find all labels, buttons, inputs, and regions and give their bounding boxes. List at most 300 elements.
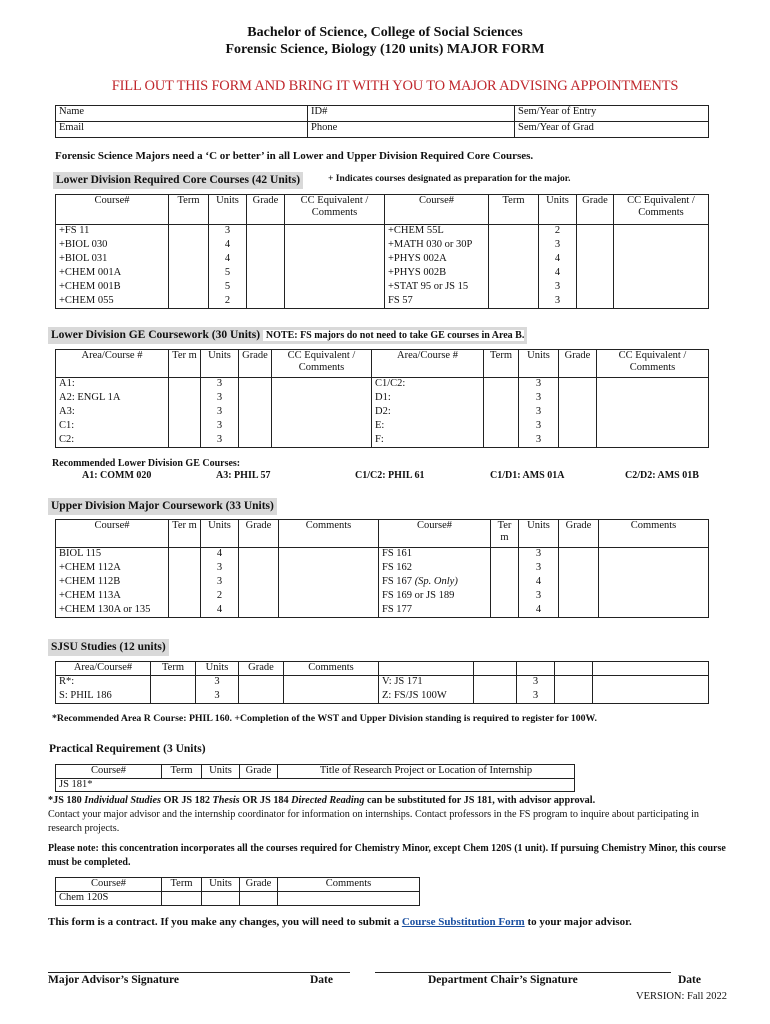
- core-left-units: 3: [209, 225, 247, 239]
- upper-right-course: [379, 562, 491, 576]
- upper-left-course: [56, 590, 169, 604]
- core-right-grade[interactable]: [577, 281, 614, 295]
- core-right-term[interactable]: [489, 239, 539, 253]
- upper-right-units: 3: [519, 562, 559, 576]
- chair-date-label: Date: [678, 974, 701, 986]
- upper-course-text: BIOL 115: [59, 548, 102, 559]
- upper-hdr-course: Course#: [56, 520, 169, 548]
- upper-right-term[interactable]: [491, 604, 519, 618]
- upper-left-comments[interactable]: [279, 562, 379, 576]
- ge-course-text: D1:: [375, 391, 391, 403]
- ge-left-course: [56, 420, 169, 434]
- upper-right-grade[interactable]: [559, 604, 599, 618]
- sjsu-right-course: [379, 676, 474, 690]
- core-right-course: [385, 225, 489, 239]
- upper-right-term[interactable]: [491, 562, 519, 576]
- upper-right-course: [379, 590, 491, 604]
- core-left-term[interactable]: [169, 295, 209, 309]
- practical-hdr-title: Title of Research Project or Location of Internship: [278, 765, 575, 779]
- ge-right-comments[interactable]: [597, 434, 709, 448]
- ge-left-course: [56, 378, 169, 392]
- upper-right-grade[interactable]: [559, 548, 599, 562]
- upper-right-term[interactable]: [491, 590, 519, 604]
- sjsu-hdr-right-grade: [555, 662, 593, 676]
- core-right-comments[interactable]: [614, 295, 709, 309]
- practical-hdr-grade: Grade: [240, 765, 278, 779]
- core-left-comments[interactable]: [285, 253, 385, 267]
- upper-course-note: (Sp. Only): [414, 575, 458, 587]
- advisor-signature-line[interactable]: [48, 972, 350, 973]
- chem-minor-note: Please note: this concentration incorporates all the courses required for Chemistry Minor, except Chem 120S (1 unit). If pursuing Chemistry Minor, this course must be completed.: [48, 843, 726, 868]
- ge-right-comments[interactable]: [597, 392, 709, 406]
- sjsu-heading: SJSU Studies (12 units): [48, 639, 169, 656]
- student-info-table: [55, 105, 709, 138]
- chem-hdr-course: Course#: [56, 878, 162, 892]
- upper-hdr-term: Ter m: [169, 520, 201, 548]
- ge-left-grade[interactable]: [239, 420, 272, 434]
- core-left-term[interactable]: [169, 253, 209, 267]
- upper-right-grade[interactable]: [559, 576, 599, 590]
- ge-right-term[interactable]: [484, 392, 519, 406]
- core-left-course: [56, 281, 169, 295]
- note-post: can be substituted for JS 181, with advisor approval.: [364, 795, 596, 806]
- core-right-grade[interactable]: [577, 225, 614, 239]
- core-left-course: [56, 225, 169, 239]
- upper-course-text: +CHEM 112A: [59, 561, 121, 573]
- upper-hdr-comments: Comments: [279, 520, 379, 548]
- upper-right-comments[interactable]: [599, 548, 709, 562]
- core-hdr-course: Course#: [56, 195, 169, 225]
- instruction-banner: FILL OUT THIS FORM AND BRING IT WITH YOU TO MAJOR ADVISING APPOINTMENTS: [111, 78, 679, 94]
- ge-course-text: D2:: [375, 405, 391, 417]
- sjsu-hdr-right-comments: [593, 662, 709, 676]
- upper-left-grade[interactable]: [239, 604, 279, 618]
- note-directed-reading: Directed Reading: [291, 795, 365, 806]
- chem-hdr-grade: Grade: [240, 878, 278, 892]
- id-field[interactable]: ID#: [308, 106, 515, 122]
- chem-row-term[interactable]: [162, 892, 202, 906]
- upper-right-comments[interactable]: [599, 576, 709, 590]
- internship-contact-text: Contact your major advisor and the internship coordinator for information on internships. Contact professors in the FS program to inquire about participating in research projects.: [48, 809, 700, 834]
- sjsu-right-grade[interactable]: [555, 690, 593, 704]
- upper-left-term[interactable]: [169, 604, 201, 618]
- sjsu-hdr-units: Units: [196, 662, 239, 676]
- ge-left-grade[interactable]: [239, 434, 272, 448]
- upper-left-term[interactable]: [169, 576, 201, 590]
- rec-ge-c1d1: C1/D1: AMS 01A: [490, 470, 565, 481]
- form-title-line1: Bachelor of Science, College of Social Sciences: [247, 25, 523, 40]
- core-left-course: [56, 253, 169, 267]
- core-left-term[interactable]: [169, 239, 209, 253]
- majors-note: Forensic Science Majors need a ‘C or better’ in all Lower and Upper Division Required Core Courses.: [55, 150, 534, 162]
- ge-left-term[interactable]: [169, 378, 201, 392]
- ge-hdr-comments: CC Equivalent / Comments: [272, 350, 372, 378]
- upper-left-units: 4: [201, 548, 239, 562]
- sjsu-course-text: R*:: [59, 676, 75, 687]
- upper-hdr-right-comments: Comments: [599, 520, 709, 548]
- upper-left-grade[interactable]: [239, 548, 279, 562]
- ge-course-text: A1:: [59, 378, 75, 389]
- ge-right-term[interactable]: [484, 378, 519, 392]
- core-right-comments[interactable]: [614, 225, 709, 239]
- core-left-units: 2: [209, 295, 247, 309]
- chair-signature-line[interactable]: [375, 972, 671, 973]
- rec-ge-a1: A1: COMM 020: [82, 470, 152, 481]
- lower-ge-note: NOTE: FS majors do not need to take GE courses in Area B.: [263, 330, 524, 341]
- core-left-units: 5: [209, 281, 247, 295]
- ge-left-comments[interactable]: [272, 420, 372, 434]
- ge-right-comments[interactable]: [597, 420, 709, 434]
- core-hdr-comments: CC Equivalent / Comments: [285, 195, 385, 225]
- ge-hdr-course: Area/Course #: [56, 350, 169, 378]
- upper-course-text: FS 169 or JS 189: [382, 589, 455, 601]
- lower-core-table: [55, 194, 709, 309]
- sjsu-right-course: [379, 690, 474, 704]
- upper-hdr-right-term: Ter m: [491, 520, 519, 548]
- upper-right-comments[interactable]: [599, 562, 709, 576]
- upper-left-comments[interactable]: [279, 576, 379, 590]
- chem-row-course: Chem 120S: [56, 892, 162, 906]
- ge-hdr-right-units: Units: [519, 350, 559, 378]
- sjsu-hdr-grade: Grade: [239, 662, 284, 676]
- ge-right-units: 3: [519, 378, 559, 392]
- practical-substitution-note: [48, 795, 595, 806]
- ge-left-course: [56, 392, 169, 406]
- core-right-term[interactable]: [489, 225, 539, 239]
- upper-course-text: FS 162: [382, 561, 413, 573]
- core-left-units: 4: [209, 253, 247, 267]
- upper-right-units: 3: [519, 548, 559, 562]
- core-course-text: +PHYS 002B: [388, 266, 447, 278]
- core-right-units: 3: [539, 295, 577, 309]
- chem-minor-table: [55, 877, 420, 906]
- rec-ge-a3: A3: PHIL 57: [216, 470, 271, 481]
- sjsu-left-units: 3: [196, 676, 239, 690]
- ge-right-grade[interactable]: [559, 378, 597, 392]
- core-hdr-right-comments: CC Equivalent / Comments: [614, 195, 709, 225]
- lower-core-heading: Lower Division Required Core Courses (42 Units): [53, 172, 303, 189]
- ge-left-term[interactable]: [169, 392, 201, 406]
- ge-left-term[interactable]: [169, 420, 201, 434]
- ge-left-course: [56, 406, 169, 420]
- upper-hdr-units: Units: [201, 520, 239, 548]
- core-right-term[interactable]: [489, 267, 539, 281]
- core-right-units: 4: [539, 253, 577, 267]
- note-mid2: OR JS 184: [239, 795, 292, 806]
- advisor-date-label: Date: [310, 974, 333, 986]
- core-right-grade[interactable]: [577, 253, 614, 267]
- note-mid1: OR JS 182: [160, 795, 213, 806]
- core-right-course: [385, 267, 489, 281]
- upper-left-term[interactable]: [169, 590, 201, 604]
- ge-course-text: C1/C2:: [375, 378, 406, 389]
- phone-field[interactable]: Phone: [308, 122, 515, 138]
- ge-right-units: 3: [519, 434, 559, 448]
- rec-ge-c2d2: C2/D2: AMS 01B: [625, 470, 699, 481]
- core-left-term[interactable]: [169, 267, 209, 281]
- practical-heading: Practical Requirement (3 Units): [46, 741, 209, 758]
- core-left-term[interactable]: [169, 225, 209, 239]
- ge-course-text: C1:: [59, 419, 75, 431]
- core-left-comments[interactable]: [285, 239, 385, 253]
- upper-left-grade[interactable]: [239, 576, 279, 590]
- ge-right-units: 3: [519, 406, 559, 420]
- ge-right-term[interactable]: [484, 420, 519, 434]
- core-left-comments[interactable]: [285, 267, 385, 281]
- core-right-comments[interactable]: [614, 281, 709, 295]
- ge-course-text: E:: [375, 419, 385, 431]
- core-left-grade[interactable]: [247, 239, 285, 253]
- sjsu-right-units: 3: [517, 690, 555, 704]
- core-right-course: [385, 295, 489, 309]
- core-left-comments[interactable]: [285, 281, 385, 295]
- practical-row-fill[interactable]: [162, 779, 575, 792]
- core-right-term[interactable]: [489, 281, 539, 295]
- contract-statement: [48, 916, 632, 928]
- core-course-text: +BIOL 030: [59, 238, 108, 250]
- core-right-units: 3: [539, 281, 577, 295]
- core-hdr-units: Units: [209, 195, 247, 225]
- name-field[interactable]: Name: [56, 106, 308, 122]
- core-left-grade[interactable]: [247, 253, 285, 267]
- core-left-term[interactable]: [169, 281, 209, 295]
- upper-left-term[interactable]: [169, 562, 201, 576]
- ge-right-course: [372, 392, 484, 406]
- upper-left-units: 3: [201, 562, 239, 576]
- core-right-comments[interactable]: [614, 267, 709, 281]
- ge-hdr-units: Units: [201, 350, 239, 378]
- note-thesis: Thesis: [212, 795, 240, 806]
- upper-course-text: +CHEM 112B: [59, 575, 121, 587]
- core-hdr-right-units: Units: [539, 195, 577, 225]
- chem-row-units[interactable]: [202, 892, 240, 906]
- upper-left-comments[interactable]: [279, 590, 379, 604]
- sjsu-left-course: [56, 690, 151, 704]
- note-pre: *JS 180: [48, 795, 85, 806]
- contract-post: to your major advisor.: [524, 916, 632, 928]
- core-course-text: +CHEM 001B: [59, 280, 121, 292]
- upper-right-units: 4: [519, 576, 559, 590]
- ge-left-course: [56, 434, 169, 448]
- course-substitution-form-link[interactable]: Course Substitution Form: [401, 916, 525, 928]
- upper-left-comments[interactable]: [279, 604, 379, 618]
- upper-left-course: [56, 562, 169, 576]
- core-left-comments[interactable]: [285, 295, 385, 309]
- upper-right-grade[interactable]: [559, 590, 599, 604]
- ge-course-text: F:: [375, 433, 384, 445]
- core-right-course: [385, 239, 489, 253]
- practical-hdr-units: Units: [202, 765, 240, 779]
- ge-hdr-right-course: Area/Course #: [372, 350, 484, 378]
- core-left-grade[interactable]: [247, 267, 285, 281]
- ge-left-grade[interactable]: [239, 392, 272, 406]
- sjsu-left-term[interactable]: [151, 676, 196, 690]
- upper-hdr-grade: Grade: [239, 520, 279, 548]
- sjsu-course-text: S: PHIL 186: [59, 689, 112, 701]
- ge-left-units: 3: [201, 420, 239, 434]
- note-individual-studies: Individual Studies: [84, 795, 161, 806]
- core-right-term[interactable]: [489, 253, 539, 267]
- core-left-grade[interactable]: [247, 281, 285, 295]
- core-hdr-grade: Grade: [247, 195, 285, 225]
- sjsu-hdr-course: Area/Course#: [56, 662, 151, 676]
- sjsu-left-grade[interactable]: [239, 690, 284, 704]
- ge-right-comments[interactable]: [597, 378, 709, 392]
- core-hdr-right-course: Course#: [385, 195, 489, 225]
- contract-pre: This form is a contract. If you make any changes, you will need to submit a: [48, 916, 402, 928]
- ge-right-grade[interactable]: [559, 392, 597, 406]
- core-left-grade[interactable]: [247, 295, 285, 309]
- email-field[interactable]: Email: [56, 122, 308, 138]
- ge-left-units: 3: [201, 406, 239, 420]
- lower-ge-heading: Lower Division GE Coursework (30 Units): [51, 329, 261, 341]
- upper-right-term[interactable]: [491, 548, 519, 562]
- ge-left-comments[interactable]: [272, 406, 372, 420]
- sem-grad-field[interactable]: Sem/Year of Grad: [515, 122, 709, 138]
- ge-left-grade[interactable]: [239, 378, 272, 392]
- core-left-comments[interactable]: [285, 225, 385, 239]
- upper-right-grade[interactable]: [559, 562, 599, 576]
- upper-course-text: FS 161: [382, 548, 413, 559]
- core-left-course: [56, 239, 169, 253]
- sjsu-right-comments[interactable]: [593, 690, 709, 704]
- sjsu-right-term[interactable]: [474, 690, 517, 704]
- ge-right-term[interactable]: [484, 406, 519, 420]
- ge-left-term[interactable]: [169, 406, 201, 420]
- ge-left-term[interactable]: [169, 434, 201, 448]
- sjsu-hdr-comments: Comments: [284, 662, 379, 676]
- core-right-units: 2: [539, 225, 577, 239]
- core-right-grade[interactable]: [577, 295, 614, 309]
- practical-row-course: JS 181*: [56, 779, 162, 792]
- core-right-grade[interactable]: [577, 239, 614, 253]
- core-right-comments[interactable]: [614, 239, 709, 253]
- form-title-line2: Forensic Science, Biology (120 units) MAJOR FORM: [225, 42, 545, 57]
- upper-course-text: +CHEM 130A or 135: [59, 603, 151, 615]
- upper-left-grade[interactable]: [239, 562, 279, 576]
- sjsu-studies-table: [55, 661, 709, 704]
- ge-hdr-right-comments: CC Equivalent / Comments: [597, 350, 709, 378]
- version-label: VERSION: Fall 2022: [636, 991, 728, 1002]
- upper-course-text: FS 167: [382, 575, 415, 587]
- sjsu-hdr-right-course: [379, 662, 474, 676]
- core-right-grade[interactable]: [577, 267, 614, 281]
- upper-course-text: +CHEM 113A: [59, 589, 121, 601]
- core-hdr-right-grade: Grade: [577, 195, 614, 225]
- sjsu-right-comments[interactable]: [593, 676, 709, 690]
- core-left-grade[interactable]: [247, 225, 285, 239]
- ge-left-grade[interactable]: [239, 406, 272, 420]
- chem-row-comments[interactable]: [278, 892, 420, 906]
- sjsu-right-grade[interactable]: [555, 676, 593, 690]
- core-right-comments[interactable]: [614, 253, 709, 267]
- upper-hdr-right-grade: Grade: [559, 520, 599, 548]
- ge-hdr-right-grade: Grade: [559, 350, 597, 378]
- core-left-course: [56, 267, 169, 281]
- sjsu-right-term[interactable]: [474, 676, 517, 690]
- ge-right-term[interactable]: [484, 434, 519, 448]
- chem-row-grade[interactable]: [240, 892, 278, 906]
- lower-core-note: + Indicates courses designated as preparation for the major.: [328, 174, 571, 184]
- ge-right-course: [372, 434, 484, 448]
- lower-ge-heading-box: [48, 327, 527, 344]
- advisor-signature-label: Major Advisor’s Signature: [48, 974, 179, 986]
- core-right-term[interactable]: [489, 295, 539, 309]
- ge-right-course: [372, 406, 484, 420]
- upper-left-term[interactable]: [169, 548, 201, 562]
- sjsu-hdr-right-term: [474, 662, 517, 676]
- ge-right-units: 3: [519, 392, 559, 406]
- ge-right-comments[interactable]: [597, 406, 709, 420]
- sjsu-hdr-right-units: [517, 662, 555, 676]
- rec-ge-label: Recommended Lower Division GE Courses:: [52, 458, 241, 469]
- lower-ge-table: [55, 349, 709, 448]
- core-course-text: +STAT 95 or JS 15: [388, 280, 469, 292]
- core-course-text: +CHEM 55L: [388, 225, 444, 236]
- ge-left-comments[interactable]: [272, 434, 372, 448]
- sjsu-left-comments[interactable]: [284, 690, 379, 704]
- core-left-course: [56, 295, 169, 309]
- upper-right-units: 4: [519, 604, 559, 618]
- upper-division-table: [55, 519, 709, 618]
- ge-left-comments[interactable]: [272, 392, 372, 406]
- ge-right-grade[interactable]: [559, 434, 597, 448]
- core-course-text: FS 57: [388, 294, 413, 306]
- core-hdr-right-term: Term: [489, 195, 539, 225]
- ge-right-course: [372, 378, 484, 392]
- chem-hdr-comments: Comments: [278, 878, 420, 892]
- upper-right-course: [379, 548, 491, 562]
- core-course-text: +CHEM 001A: [59, 266, 122, 278]
- practical-hdr-term: Term: [162, 765, 202, 779]
- rec-ge-c1c2: C1/C2: PHIL 61: [355, 470, 425, 481]
- chair-signature-label: Department Chair’s Signature: [428, 974, 578, 986]
- sjsu-left-term[interactable]: [151, 690, 196, 704]
- upper-right-comments[interactable]: [599, 590, 709, 604]
- chem-hdr-term: Term: [162, 878, 202, 892]
- sjsu-course-text: V: JS 171: [382, 676, 423, 687]
- core-course-text: +CHEM 055: [59, 294, 114, 306]
- chem-hdr-units: Units: [202, 878, 240, 892]
- ge-right-grade[interactable]: [559, 406, 597, 420]
- core-right-units: 3: [539, 239, 577, 253]
- sem-entry-field[interactable]: Sem/Year of Entry: [515, 106, 709, 122]
- upper-right-term[interactable]: [491, 576, 519, 590]
- sjsu-left-comments[interactable]: [284, 676, 379, 690]
- upper-left-course: [56, 576, 169, 590]
- upper-right-comments[interactable]: [599, 604, 709, 618]
- upper-left-grade[interactable]: [239, 590, 279, 604]
- sjsu-left-course: [56, 676, 151, 690]
- upper-course-text: FS 177: [382, 603, 413, 615]
- core-course-text: +BIOL 031: [59, 252, 108, 264]
- ge-right-course: [372, 420, 484, 434]
- ge-right-grade[interactable]: [559, 420, 597, 434]
- upper-hdr-right-units: Units: [519, 520, 559, 548]
- sjsu-hdr-term: Term: [151, 662, 196, 676]
- ge-hdr-grade: Grade: [239, 350, 272, 378]
- sjsu-left-grade[interactable]: [239, 676, 284, 690]
- upper-left-comments[interactable]: [279, 548, 379, 562]
- practical-hdr-course: Course#: [56, 765, 162, 779]
- ge-course-text: C2:: [59, 433, 75, 445]
- upper-left-units: 4: [201, 604, 239, 618]
- ge-right-units: 3: [519, 420, 559, 434]
- core-course-text: +PHYS 002A: [388, 252, 447, 264]
- practical-table: [55, 764, 575, 792]
- ge-left-units: 3: [201, 378, 239, 392]
- ge-left-comments[interactable]: [272, 378, 372, 392]
